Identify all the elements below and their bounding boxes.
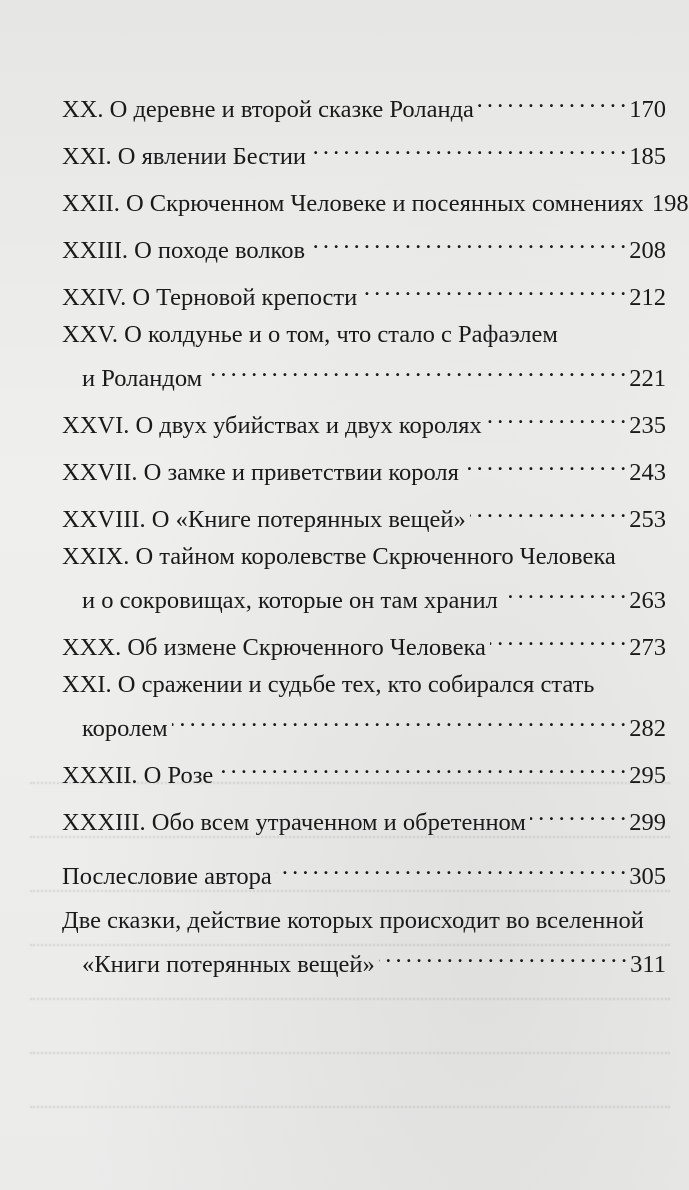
toc-leader-dots [172,702,626,736]
toc-entry [62,749,666,793]
toc-page-number: 282 [629,715,666,742]
toc-page-number: 198 [651,190,689,217]
toc-entry-title: XXIV. О Терновой крепости [62,284,358,311]
toc-leader-dots [361,271,625,305]
toc-page-number: 243 [629,459,666,486]
toc-entry-title-line1: XXIX. О тайном королевстве Скрюченного Человека [62,543,616,570]
toc-entry-title: и Роландом [82,365,203,392]
toc-leader-dots [502,574,625,608]
toc-entry-title: и о сокровищах, которые он там хранил [82,587,498,614]
toc-entry [62,177,689,221]
toc-page-number: 295 [629,762,666,789]
toc-leader-dots [276,850,625,884]
toc-page-number: 305 [629,863,666,890]
toc-leader-dots [217,749,625,783]
toc-leader-dots [478,83,625,117]
toc-entry [62,224,666,268]
toc-entry [62,446,666,490]
toc-leader-dots [470,493,625,527]
toc-page-number: 185 [629,143,666,170]
toc-page-number: 311 [630,951,666,978]
table-of-contents [62,83,689,985]
toc-leader-dots [310,130,625,164]
toc-entry-title: XX. О деревне и второй сказке Роланда [62,96,474,123]
toc-entry [62,796,666,840]
toc-leader-dots [490,621,625,655]
toc-entry [62,493,666,537]
toc-entry-title-line1: Две сказки, действие которых происходит во вселенной [62,907,644,934]
toc-page-number: 212 [629,284,666,311]
toc-entry-title: XXVI. О двух убийствах и двух королях [62,412,482,439]
toc-page-number: 273 [629,634,666,661]
toc-entry [62,540,666,618]
toc-page-number: 235 [629,412,666,439]
toc-leader-dots [463,446,625,480]
toc-entry-title: XXII. О Скрюченном Человеке и посеянных сомнениях [62,190,644,217]
toc-page-number: 170 [629,96,666,123]
toc-entry [62,668,666,746]
toc-entry-title: XXVII. О замке и приветствии короля [62,459,459,486]
toc-entry [62,621,666,665]
toc-entry-title: Послесловие автора [62,863,272,890]
toc-entry [62,83,666,127]
toc-entry-title-line1: XXI. О сражении и судьбе тех, кто собирался стать [62,671,595,698]
toc-entry [62,318,666,396]
toc-entry-title: XXVIII. О «Книге потерянных вещей» [62,506,466,533]
toc-page-number: 299 [629,809,666,836]
toc-page-number: 221 [629,365,666,392]
toc-page-number: 208 [629,237,666,264]
toc-page-number: 253 [629,506,666,533]
toc-entry-title: «Книги потерянных вещей» [82,951,375,978]
toc-entry-title-line1: XXV. О колдунье и о том, что стало с Рафаэлем [62,321,558,348]
toc-entry-title: XXI. О явлении Бестии [62,143,307,170]
toc-entry-title: XXIII. О походе волков [62,237,306,264]
toc-entry [62,904,666,982]
toc-leader-dots [530,796,625,830]
toc-entry-title: XXXII. О Розе [62,762,214,789]
toc-entry [62,850,666,894]
toc-entry [62,130,666,174]
toc-leader-dots [309,224,625,258]
toc-entry-title: королем [82,715,168,742]
toc-entry [62,399,666,443]
toc-entry-title: XXXIII. Обо всем утраченном и обретенном [62,809,526,836]
toc-page-number: 263 [629,587,666,614]
toc-leader-dots [206,352,625,386]
toc-entry [62,271,666,315]
toc-entry-title: XXX. Об измене Скрюченного Человека [62,634,486,661]
toc-leader-dots [486,399,626,433]
toc-leader-dots [379,938,626,972]
